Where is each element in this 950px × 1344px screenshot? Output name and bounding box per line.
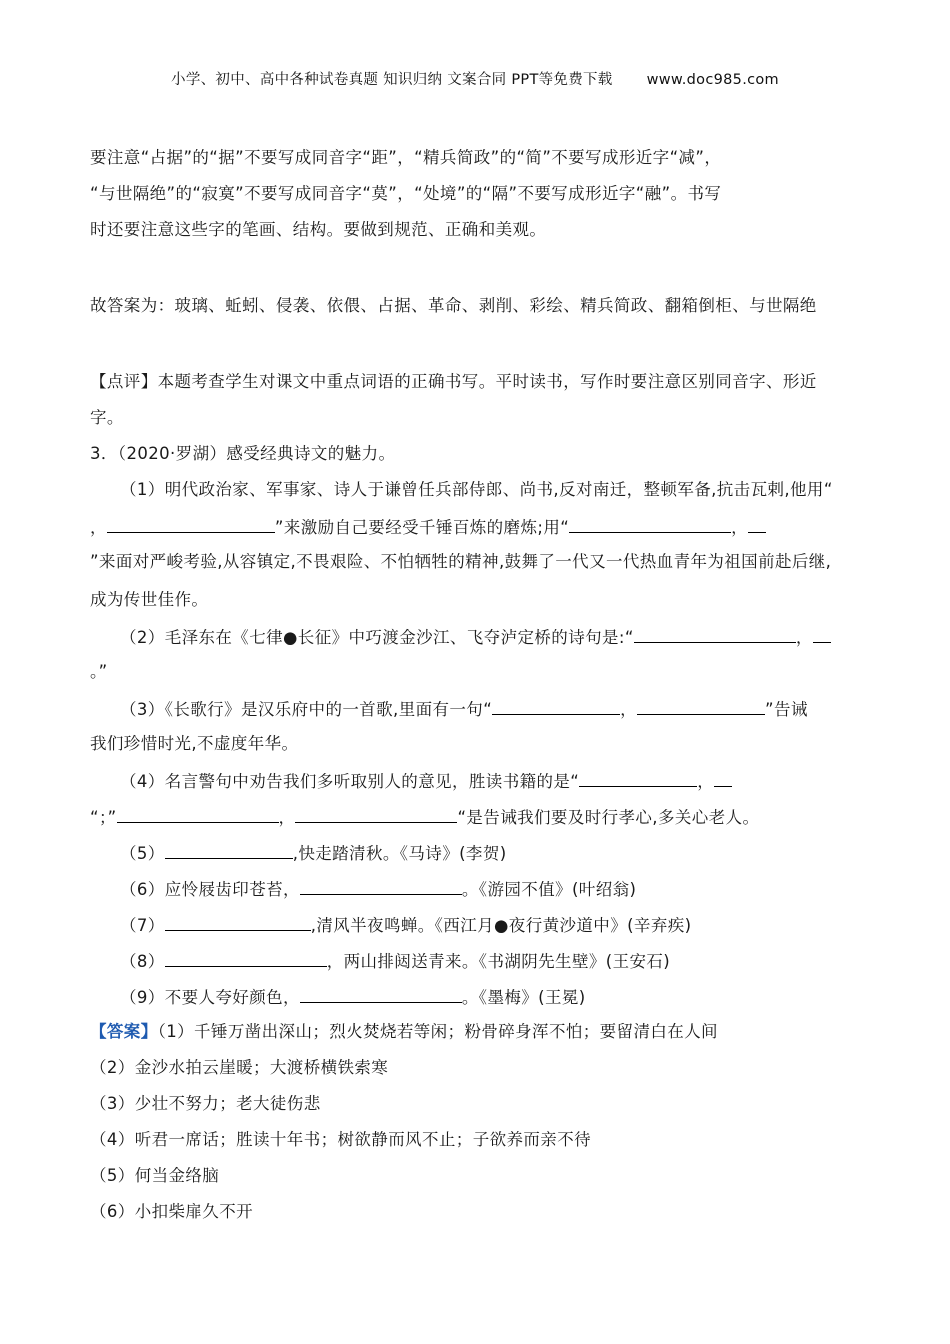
answer-5: （5）何当金络脑 [90, 1166, 220, 1185]
q1-line-a: （1）明代政治家、军事家、诗人于谦曾任兵部侍郎、尚书,反对南迁，整顿军备,抗击瓦剌,他用“ [120, 480, 833, 499]
q9-blank[interactable] [300, 984, 462, 1003]
q9-pre: （9）不要人夸好颜色， [120, 988, 300, 1007]
q3-line-a [120, 696, 808, 722]
answer-label: 【答案】 [90, 1022, 158, 1041]
q1-blank-2[interactable] [569, 514, 731, 533]
q4-comma-2: ， [278, 808, 296, 827]
q5-blank[interactable] [165, 840, 293, 859]
q7-pre: （7） [120, 916, 165, 935]
q7-line [120, 912, 691, 938]
answer-1: （1）千锤万凿出深山；烈火焚烧若等闲；粉骨碎身浑不怕；要留清白在人间 [157, 1022, 718, 1041]
answer-3: （3）少壮不努力；老大徒伤悲 [90, 1094, 321, 1113]
q8-blank[interactable] [165, 948, 327, 967]
q6-line [120, 876, 636, 902]
q2-text-a: （2）毛泽东在《七律●长征》中巧渡金沙江、飞夺泸定桥的诗句是:“ [120, 628, 634, 647]
q3-text-a3: ”告诫 [765, 700, 808, 719]
header-url[interactable]: www.doc985.com [646, 72, 779, 88]
q1-line-d: 成为传世佳作。 [90, 590, 209, 609]
q1-comma-1: ， [90, 518, 107, 537]
q6-pre: （6）应怜屐齿印苍苔， [120, 880, 300, 899]
q3-text-a: （3）《长歌行》是汉乐府中的一首歌,里面有一句“ [120, 700, 493, 719]
comment-line-1: 【点评】本题考查学生对课文中重点词语的正确书写。平时读书，写作时要注意区别同音字、形近 [90, 372, 817, 391]
q2-comma: ， [795, 628, 813, 647]
page-header [0, 68, 950, 89]
q6-blank[interactable] [300, 876, 462, 895]
q4-blank-4[interactable] [295, 804, 457, 823]
q2-blank-1[interactable] [634, 624, 796, 643]
answer-line-1 [90, 1020, 718, 1044]
q1-blank-1[interactable] [107, 514, 275, 533]
q3-line-b: 我们珍惜时光,不虚度年华。 [90, 734, 299, 753]
q5-line [120, 840, 507, 866]
q7-post: ,清风半夜鸣蝉。《西江月●夜行黄沙道中》(辛弃疾) [310, 916, 692, 935]
q1-text-b2: ”来激励自己要经受千锤百炼的磨炼;用“ [274, 518, 570, 537]
q7-blank[interactable] [165, 912, 311, 931]
q1-line-b [90, 514, 766, 540]
q4-blank-3[interactable] [117, 804, 279, 823]
q8-line [120, 948, 670, 974]
q4-comma-1: ， [697, 772, 715, 791]
header-title: 小学、初中、高中各种试卷真题 知识归纳 文案合同 PPT等免费下载 [171, 72, 613, 88]
q9-post: 。《墨梅》(王冕) [461, 988, 586, 1007]
q2-blank-2[interactable] [813, 624, 831, 643]
q5-post: ,快走踏清秋。《马诗》(李贺) [292, 844, 507, 863]
q6-post: 。《游园不值》(叶绍翁) [461, 880, 637, 899]
q1-comma-2: ， [731, 518, 749, 537]
answer-2: （2）金沙水拍云崖暖；大渡桥横铁索寒 [90, 1058, 389, 1077]
q3-blank-1[interactable] [492, 696, 620, 715]
intro-line-2: “与世隔绝”的“寂寞”不要写成同音字“莫”，“处境”的“隔”不要写成形近字“融”。书写 [90, 184, 722, 203]
comment-line-2: 字。 [90, 408, 124, 427]
q2-line-b: 。” [90, 662, 108, 681]
q4-blank-2[interactable] [714, 768, 732, 787]
q9-line [120, 984, 586, 1010]
q1-line-c: ”来面对严峻考验,从容镇定,不畏艰险、不怕牺牲的精神,鼓舞了一代又一代热血青年为祖国前赴后继, [90, 552, 832, 571]
intro-line-1: 要注意“占据”的“据”不要写成同音字“距”，“精兵简政”的“简”不要写成形近字“减”， [90, 148, 722, 167]
q4-line-b [90, 804, 759, 830]
answer-4: （4）听君一席话；胜读十年书；树欲静而风不止；子欲养而亲不待 [90, 1130, 591, 1149]
intro-line-3: 时还要注意这些字的笔画、结构。要做到规范、正确和美观。 [90, 220, 547, 239]
q4-line-a [120, 768, 732, 794]
q8-post: ，两山排闼送青来。《书湖阴先生壁》(王安石) [326, 952, 671, 971]
q4-text-b1: “；” [90, 808, 117, 827]
q4-text-b3: “是告诫我们要及时行孝心,多关心老人。 [457, 808, 760, 827]
q8-pre: （8） [120, 952, 165, 971]
answer-words: 故答案为：玻璃、蚯蚓、侵袭、依偎、占据、革命、剥削、彩绘、精兵简政、翻箱倒柜、与世隔绝 [90, 296, 817, 315]
q4-blank-1[interactable] [579, 768, 697, 787]
q1-blank-3[interactable] [748, 514, 766, 533]
q4-text-a: （4）名言警句中劝告我们多听取别人的意见，胜读书籍的是“ [120, 772, 580, 791]
answer-6: （6）小扣柴扉久不开 [90, 1202, 253, 1221]
q2-line-a [120, 624, 831, 650]
question-title: 3．（2020·罗湖）感受经典诗文的魅力。 [90, 444, 396, 463]
q5-pre: （5） [120, 844, 165, 863]
q3-blank-2[interactable] [637, 696, 765, 715]
q3-comma: ， [620, 700, 638, 719]
